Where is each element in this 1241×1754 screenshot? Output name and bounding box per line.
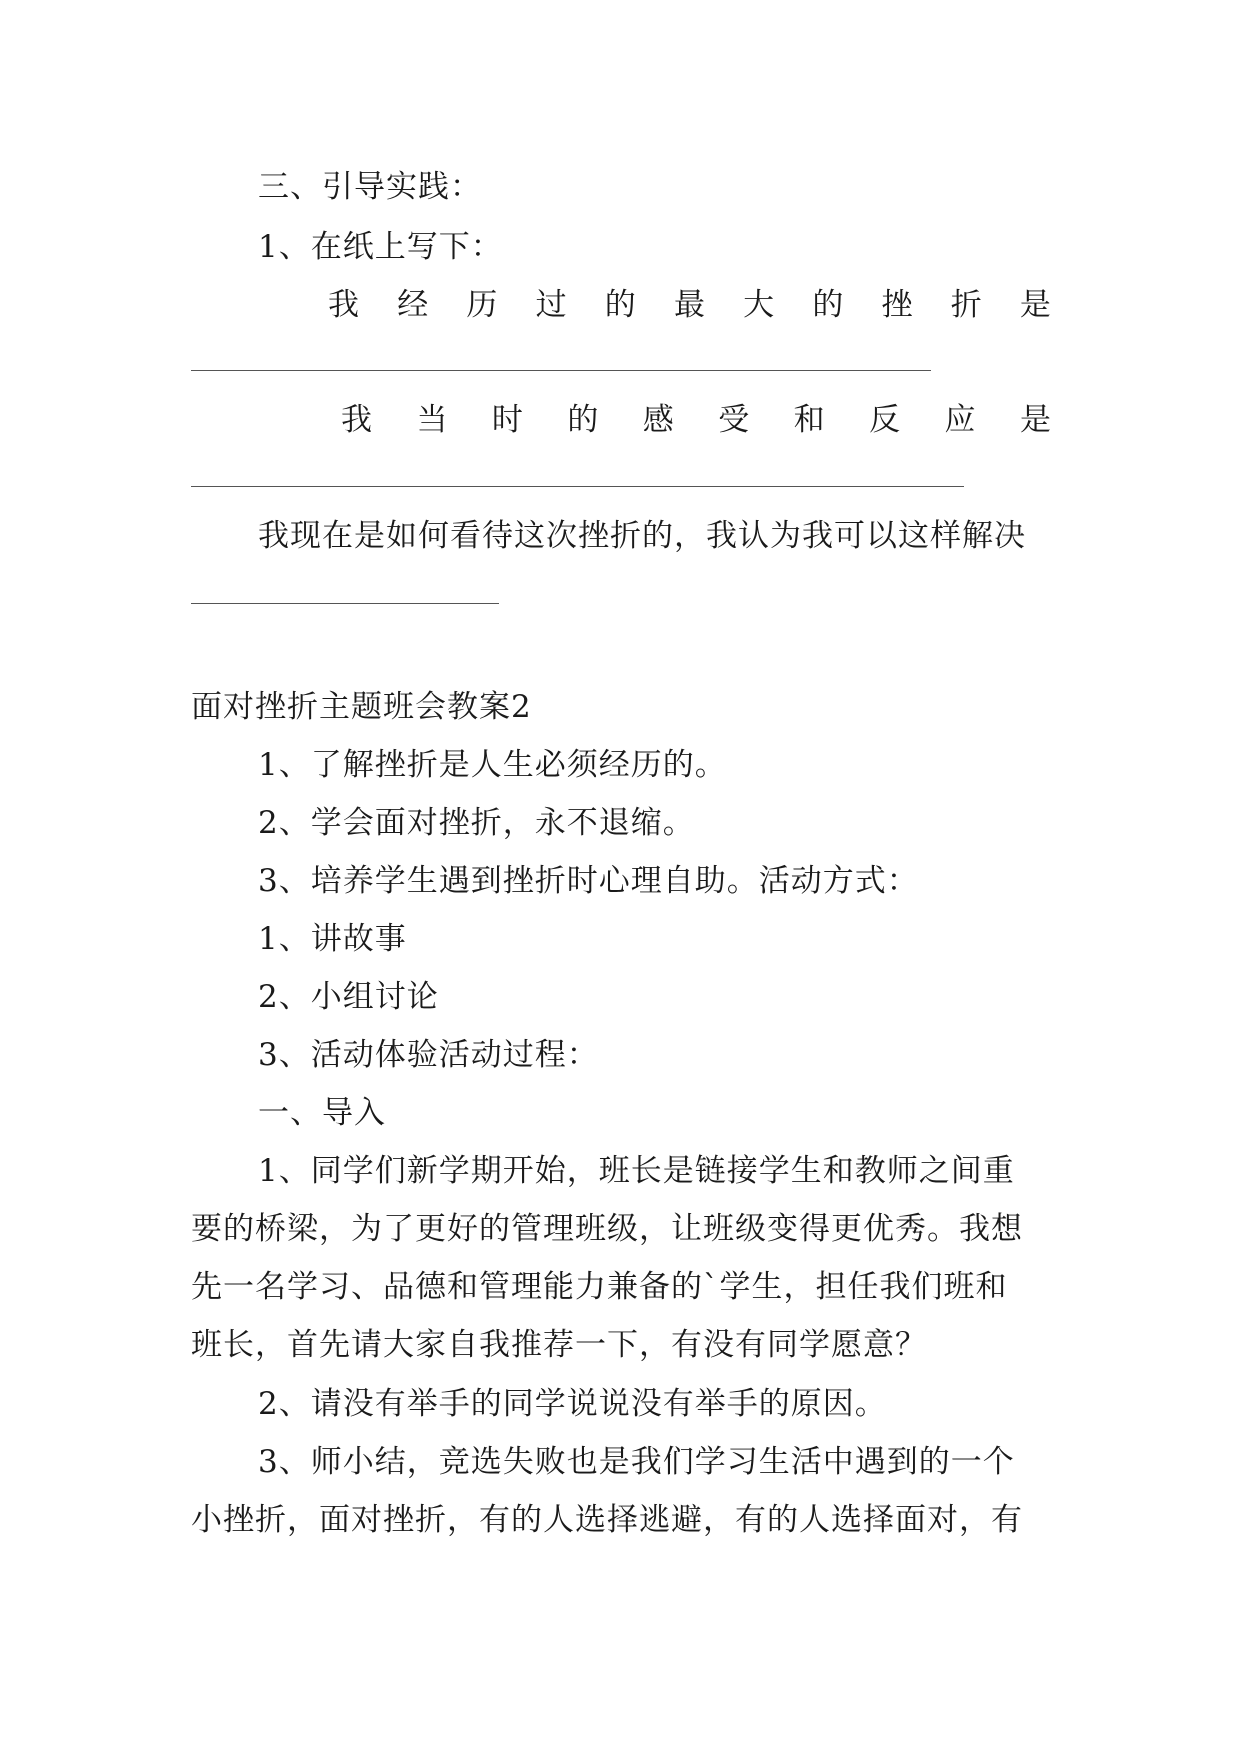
paragraph-line: 1、同学们新学期开始，班长是链接学生和教师之间重 [258,1153,1015,1189]
section-heading-intro: 一、导入 [258,1095,386,1131]
objective-item: 2、学会面对挫折，永不退缩。 [258,805,695,841]
prompt-char: 应 [944,402,976,438]
prompt-char: 折 [950,287,982,323]
prompt-char: 的 [604,287,636,323]
paragraph-line: 小挫折，面对挫折，有的人选择逃避，有的人选择面对，有 [191,1502,1023,1538]
paragraph-line: 先一名学习、品德和管理能力兼备的`学生，担任我们班和 [191,1269,1008,1305]
step-write-on-paper: 1、在纸上写下： [258,229,503,265]
section-heading-guide-practice: 三、引导实践： [258,169,482,205]
prompt-char: 经 [397,287,429,323]
prompt-char: 过 [535,287,567,323]
prompt-char: 时 [491,402,523,438]
paragraph-line: 2、请没有举手的同学说说没有举手的原因。 [258,1386,887,1422]
prompt-char: 是 [1019,287,1051,323]
prompt-char: 的 [567,402,599,438]
prompt-char: 的 [812,287,844,323]
paragraph-line: 3、师小结，竞选失败也是我们学习生活中遇到的一个 [258,1444,1015,1480]
lesson-plan-title: 面对挫折主题班会教案2 [191,689,532,725]
prompt-char: 最 [673,287,705,323]
paragraph-line: 要的桥梁，为了更好的管理班级，让班级变得更优秀。我想 [191,1211,1023,1247]
prompt-char: 挫 [881,287,913,323]
prompt-char: 当 [416,402,448,438]
activity-method-item: 3、活动体验活动过程： [258,1037,599,1073]
prompt-char: 反 [869,402,901,438]
fill-in-prompt-feelings [341,400,1051,440]
prompt-char: 是 [1019,402,1051,438]
answer-blank-line [191,370,931,371]
fill-in-prompt-resolution: 我现在是如何看待这次挫折的，我认为我可以这样解决 [258,518,1026,554]
prompt-char: 我 [341,402,372,438]
prompt-char: 历 [466,287,498,323]
objective-item: 3、培养学生遇到挫折时心理自助。活动方式： [258,863,919,899]
answer-blank-line [191,486,964,487]
prompt-char: 受 [718,402,750,438]
prompt-char: 我 [328,287,359,323]
prompt-char: 感 [642,402,674,438]
answer-blank-line [191,603,499,604]
activity-method-item: 1、讲故事 [258,921,407,957]
activity-method-item: 2、小组讨论 [258,979,439,1015]
paragraph-line: 班长，首先请大家自我推荐一下，有没有同学愿意？ [191,1327,927,1363]
prompt-char: 和 [793,402,825,438]
objective-item: 1、了解挫折是人生必须经历的。 [258,747,727,783]
fill-in-prompt-biggest-setback [328,285,1051,325]
prompt-char: 大 [743,287,775,323]
